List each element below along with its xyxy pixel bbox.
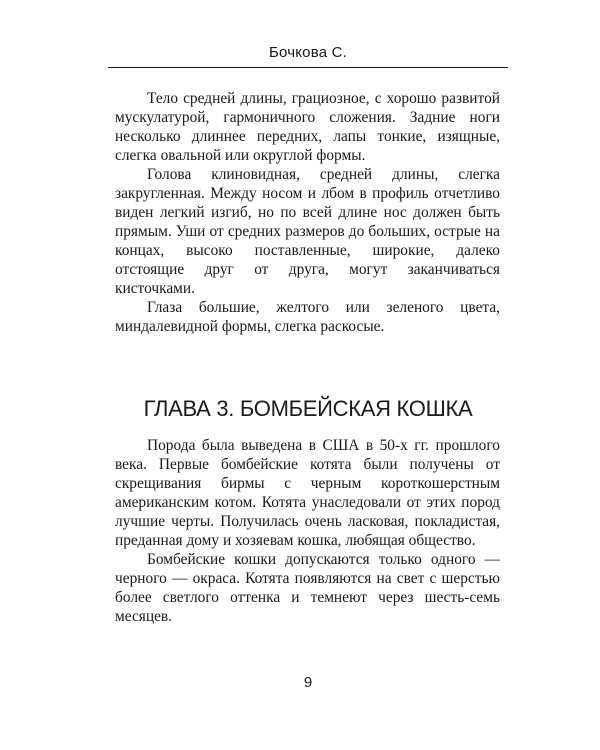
paragraph-breed-color: Бомбейские кошки допускаются только одного — черного — окраса. Котята появляются на свет с шерстью более светлого оттенка и темнеют через шесть-семь месяцев.: [115, 551, 500, 625]
paragraph-eyes-description: Глаза большие, желтого или зеленого цвета, миндалевидной формы, слегка раскосые.: [115, 299, 500, 335]
header-rule: [108, 67, 508, 68]
paragraph-breed-history: Порода была выведена в США в 50-х гг. прошлого века. Первые бомбейские котята были получены от скрещивания бирмы с черным короткошерстным американским котом. Котята унаследовали от этих пород лучшие черты. Получилась очень ласковая, покладистая, преданная дому и хозяевам кошка, любящая общество.: [115, 437, 500, 549]
paragraph-head-description: Голова клиновидная, средней длины, слегка закругленная. Между носом и лбом в профиль отчетливо виден легкий изгиб, но по всей длине нос должен быть прямым. Уши от средних размеров до больших, острые на концах, высоко поставленные, широкие, далеко отстоящие друг от друга, могут заканчиваться кисточками.: [115, 166, 500, 297]
body-text-section-2: [115, 436, 500, 626]
body-text-section-1: [115, 89, 500, 336]
page-number: 9: [303, 674, 313, 691]
chapter-title: ГЛАВА 3. БОМБЕЙСКАЯ КОШКА: [143, 396, 473, 421]
paragraph-body-description: Тело средней длины, грациозное, с хорошо развитой мускулатурой, гармоничного сложения. Задние ноги несколько длиннее передних, лапы тонкие, изящные, слегка овальной или округлой формы.: [115, 90, 500, 164]
running-header-author: Бочкова С.: [268, 44, 348, 61]
